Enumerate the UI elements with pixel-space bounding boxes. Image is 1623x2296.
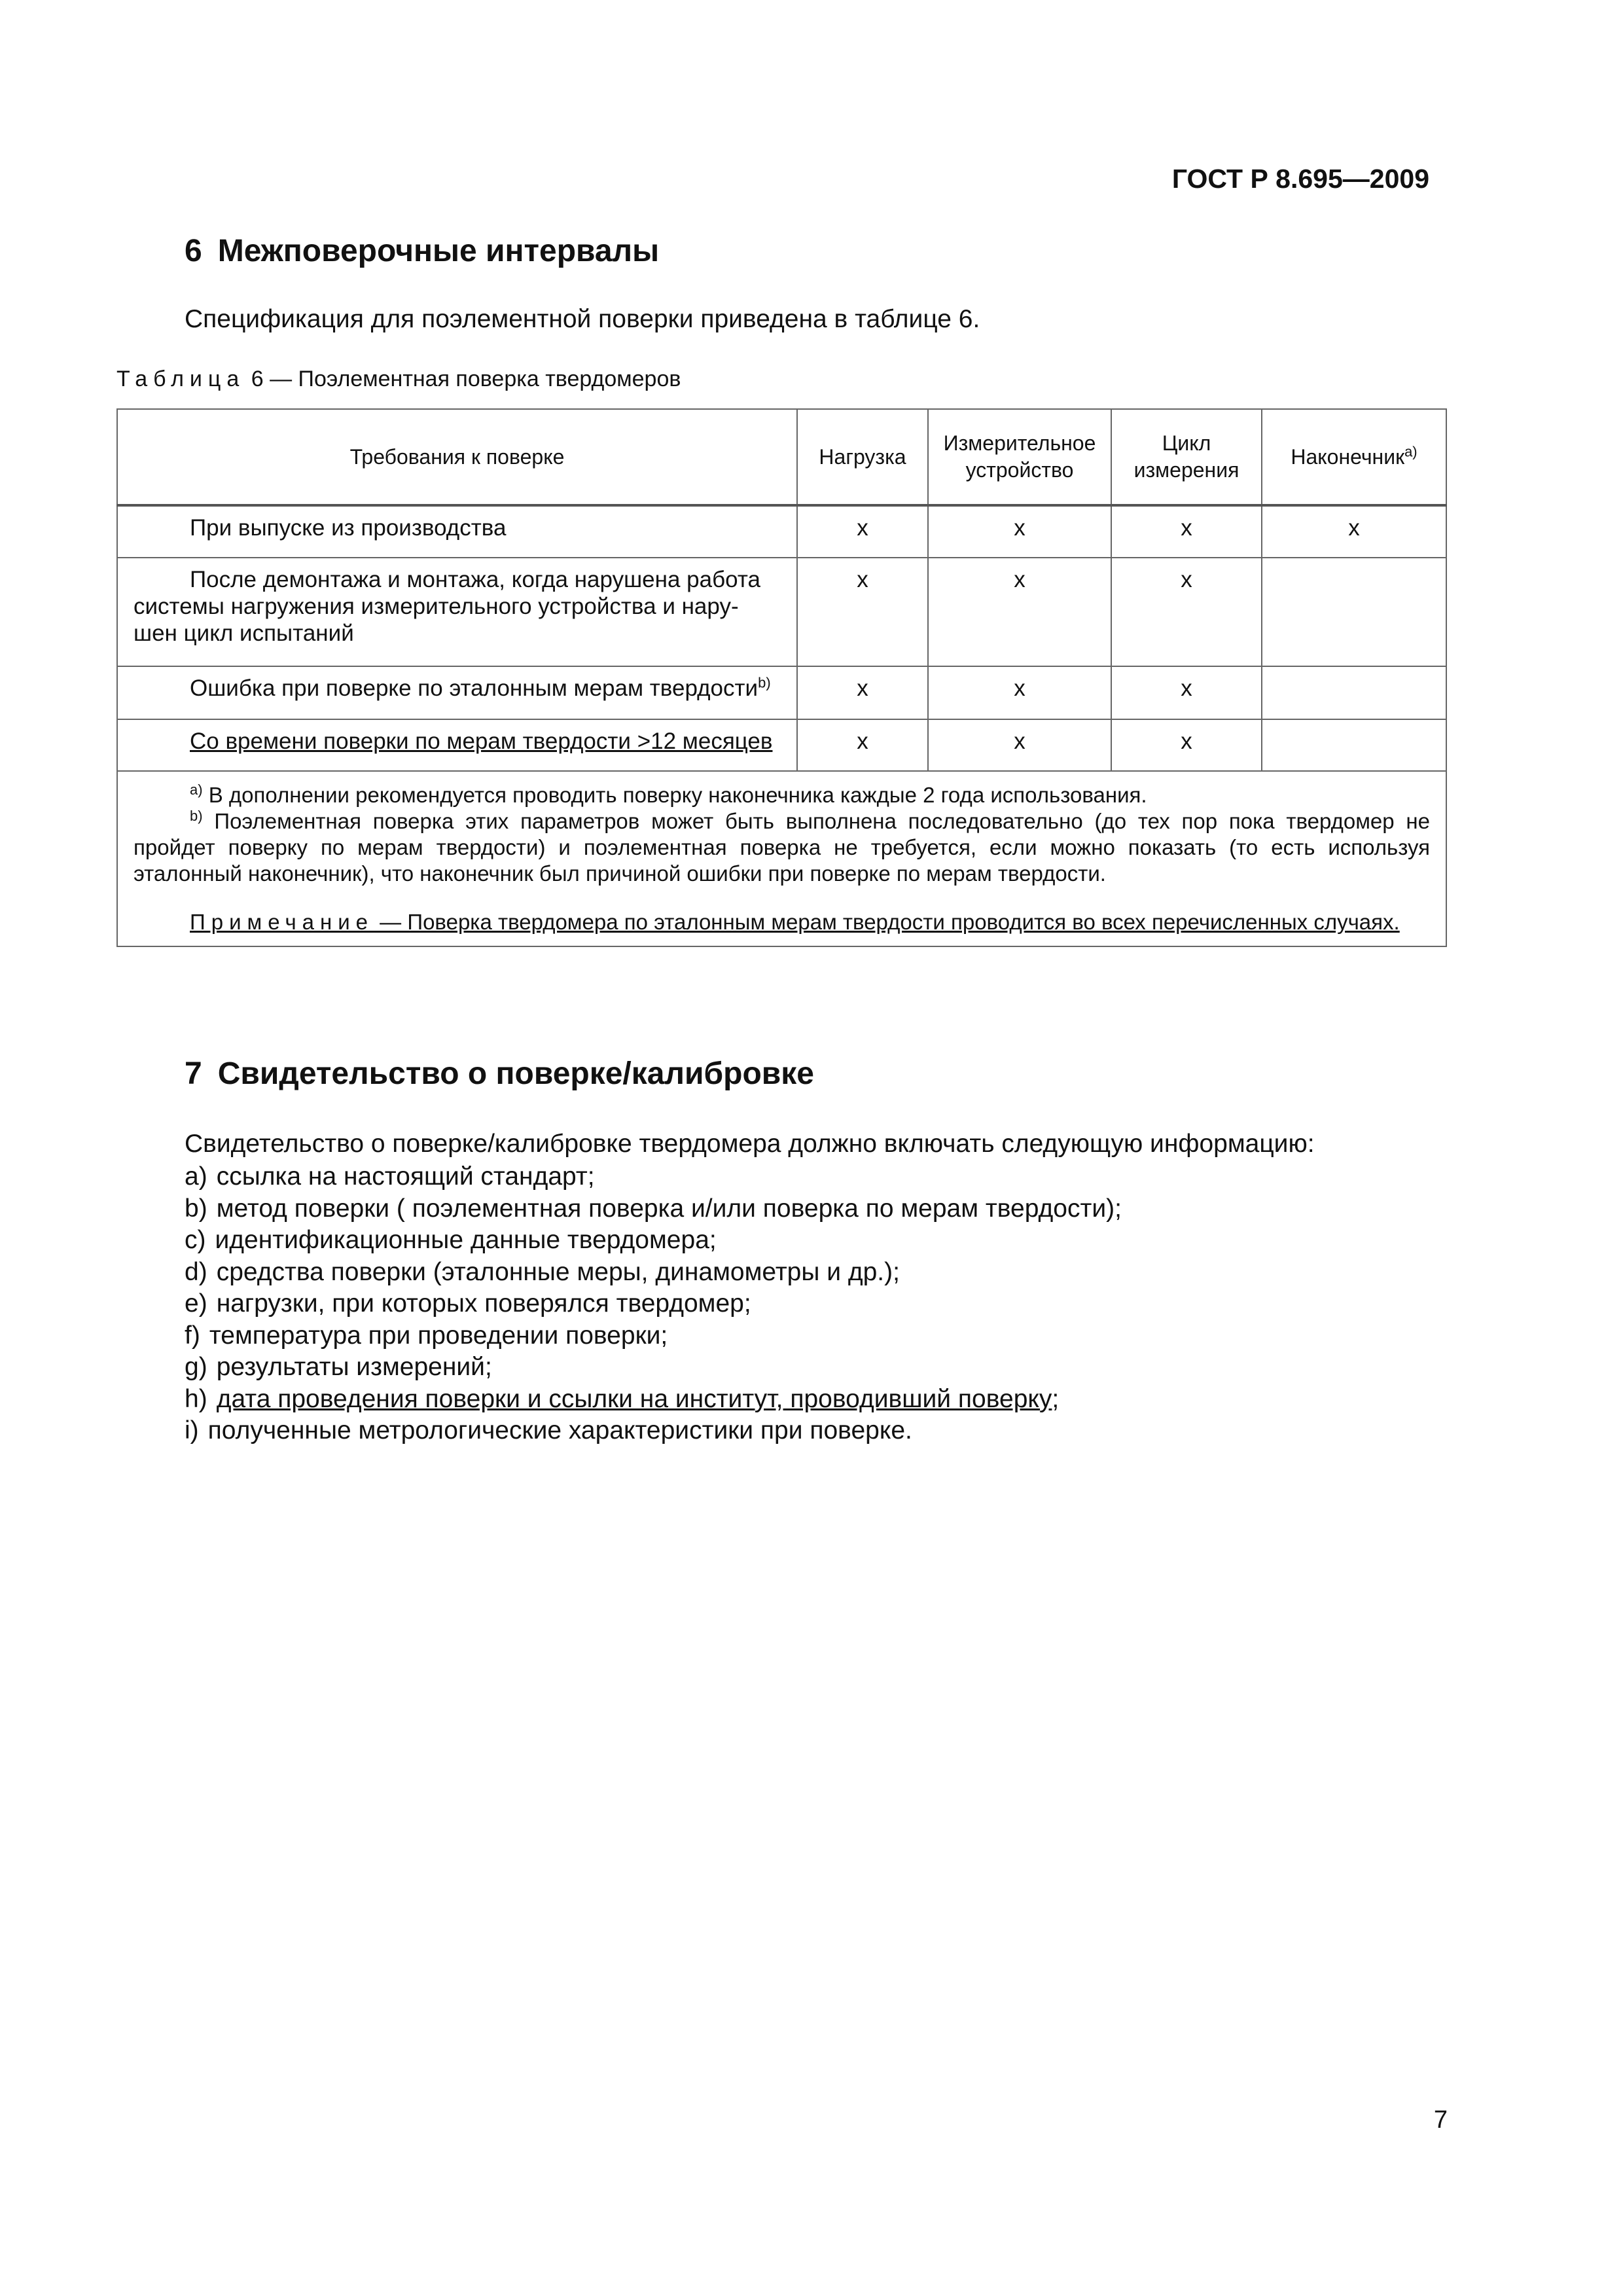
footnote-b-mark: b) — [190, 808, 203, 824]
footnote-a-mark: a) — [190, 781, 203, 798]
list-item — [185, 1161, 1122, 1193]
list-item-letter: c) — [185, 1226, 206, 1254]
header-load: Нагрузка — [797, 409, 928, 505]
certificate-items-list — [185, 1161, 1122, 1447]
list-item-letter: f) — [185, 1321, 200, 1350]
footnote-b-text: Поэлементная поверка этих параметров может быть выполнена последовательно (до тех пор пока твердомер не пройдет поверку по мерам твердости) и поэлементная поверка не требуется, если можно показать (то есть используя эталонный наконечник), что наконечник был причиной ошибки при поверке по мерам твердости. — [134, 809, 1430, 886]
list-item — [185, 1193, 1122, 1225]
list-item-text: нагрузки, при которых поверялся твердомер; — [216, 1289, 751, 1318]
list-item-letter: d) — [185, 1257, 207, 1286]
list-item-text: температура при проведении поверки; — [209, 1321, 668, 1350]
header-cycle-line2: измерения — [1133, 458, 1240, 482]
table-row — [117, 558, 1446, 666]
list-item-text: средства поверки (эталонные меры, динамометры и др.); — [216, 1257, 900, 1286]
page-number: 7 — [1433, 2106, 1448, 2134]
section-7-number: 7 — [185, 1056, 202, 1091]
list-item — [185, 1352, 1122, 1384]
header-tip-label: Наконечник — [1291, 444, 1405, 469]
cell-load: x — [797, 719, 928, 771]
section-7-title: Свидетельство о поверке/калибровке — [217, 1056, 814, 1091]
list-item-text: идентификационные данные твердомера; — [215, 1226, 717, 1254]
header-measuring-device-line1: Измерительное — [943, 431, 1096, 455]
cell-measuring-device: x — [928, 666, 1111, 719]
footnote-ref-b: b) — [758, 674, 771, 691]
cell-load: x — [797, 558, 928, 666]
list-item-letter: a) — [185, 1162, 207, 1191]
row-requirement-line1: После демонтажа и монтажа, когда нарушена работа — [190, 567, 760, 592]
list-item — [185, 1415, 1122, 1447]
note-text: — Поверка твердомера по эталонным мерам твердости проводится во всех перечисленных случаях. — [374, 910, 1400, 934]
cell-cycle: x — [1111, 558, 1262, 666]
list-item-letter: h) — [185, 1384, 207, 1413]
row-requirement — [117, 666, 797, 719]
list-item-tail: ; — [1052, 1384, 1060, 1413]
row-requirement — [117, 558, 797, 666]
table-note — [134, 909, 1430, 935]
cell-load: x — [797, 505, 928, 558]
standard-code: ГОСТ Р 8.695—2009 — [1171, 164, 1429, 194]
section-6-title: Межповерочные интервалы — [217, 234, 660, 268]
footnote-a-text: В дополнении рекомендуется проводить поверку наконечника каждые 2 года использования. — [202, 783, 1147, 807]
footnote-a — [134, 782, 1430, 808]
cell-measuring-device: x — [928, 719, 1111, 771]
cell-measuring-device: x — [928, 558, 1111, 666]
row-requirement-line2: системы нагружения измерительного устройства и нару- — [134, 594, 739, 619]
list-item-letter: b) — [185, 1194, 207, 1223]
table-header-row — [117, 409, 1446, 505]
footnote-b — [134, 808, 1430, 887]
header-measuring-device — [928, 409, 1111, 505]
cell-load: x — [797, 666, 928, 719]
list-item — [185, 1320, 1122, 1352]
list-item-text: дата проведения поверки и ссылки на институт, проводивший поверку — [216, 1384, 1052, 1413]
cell-measuring-device: x — [928, 505, 1111, 558]
cell-tip — [1262, 666, 1446, 719]
row-requirement-text: Ошибка при поверке по эталонным мерам твердости — [190, 675, 758, 701]
row-requirement — [117, 505, 797, 558]
list-item — [185, 1225, 1122, 1257]
table-footnotes-row — [117, 771, 1446, 946]
list-item — [185, 1384, 1122, 1416]
cell-cycle: x — [1111, 666, 1262, 719]
list-item-text: полученные метрологические характеристики при поверке. — [207, 1416, 912, 1444]
list-item-letter: i) — [185, 1416, 199, 1444]
header-measuring-device-line2: устройство — [965, 458, 1074, 482]
footnote-ref-a: a) — [1404, 442, 1418, 459]
list-item — [185, 1257, 1122, 1289]
list-item-letter: e) — [185, 1289, 207, 1318]
list-item — [185, 1288, 1122, 1320]
row-requirement — [117, 719, 797, 771]
verification-table — [116, 408, 1447, 947]
cell-tip — [1262, 719, 1446, 771]
header-cycle — [1111, 409, 1262, 505]
cell-tip: x — [1262, 505, 1446, 558]
table-row — [117, 719, 1446, 771]
section-6-heading — [185, 233, 659, 269]
list-item-text: результаты измерений; — [216, 1353, 492, 1381]
cell-tip — [1262, 558, 1446, 666]
section-6-number: 6 — [185, 234, 202, 268]
header-cycle-line1: Цикл — [1162, 431, 1211, 455]
list-item-text: ссылка на настоящий стандарт; — [216, 1162, 595, 1191]
list-item-text: метод поверки ( поэлементная поверка и/или поверка по мерам твердости); — [216, 1194, 1122, 1223]
note-label: Примечание — [190, 910, 374, 934]
header-tip — [1262, 409, 1446, 505]
table-6-caption — [116, 367, 681, 392]
header-requirements: Требования к поверке — [117, 409, 797, 505]
row-requirement-text: Со времени поверки по мерам твердости >12 месяцев — [190, 728, 773, 754]
table-row — [117, 666, 1446, 719]
list-item-letter: g) — [185, 1353, 207, 1381]
table-caption-title: 6 — Поэлементная поверка твердомеров — [245, 367, 681, 391]
row-requirement-line3: шен цикл испытаний — [134, 620, 354, 646]
table-row — [117, 505, 1446, 558]
section-7-intro: Свидетельство о поверке/калибровке твердомера должно включать следующую информацию: — [185, 1130, 1315, 1158]
cell-cycle: x — [1111, 505, 1262, 558]
cell-cycle: x — [1111, 719, 1262, 771]
row-requirement-text: При выпуске из производства — [190, 515, 507, 541]
section-7-heading — [185, 1056, 814, 1092]
table-footnotes — [117, 771, 1446, 946]
section-6-intro: Спецификация для поэлементной поверки приведена в таблице 6. — [185, 305, 980, 333]
table-caption-label: Таблица — [116, 367, 245, 391]
